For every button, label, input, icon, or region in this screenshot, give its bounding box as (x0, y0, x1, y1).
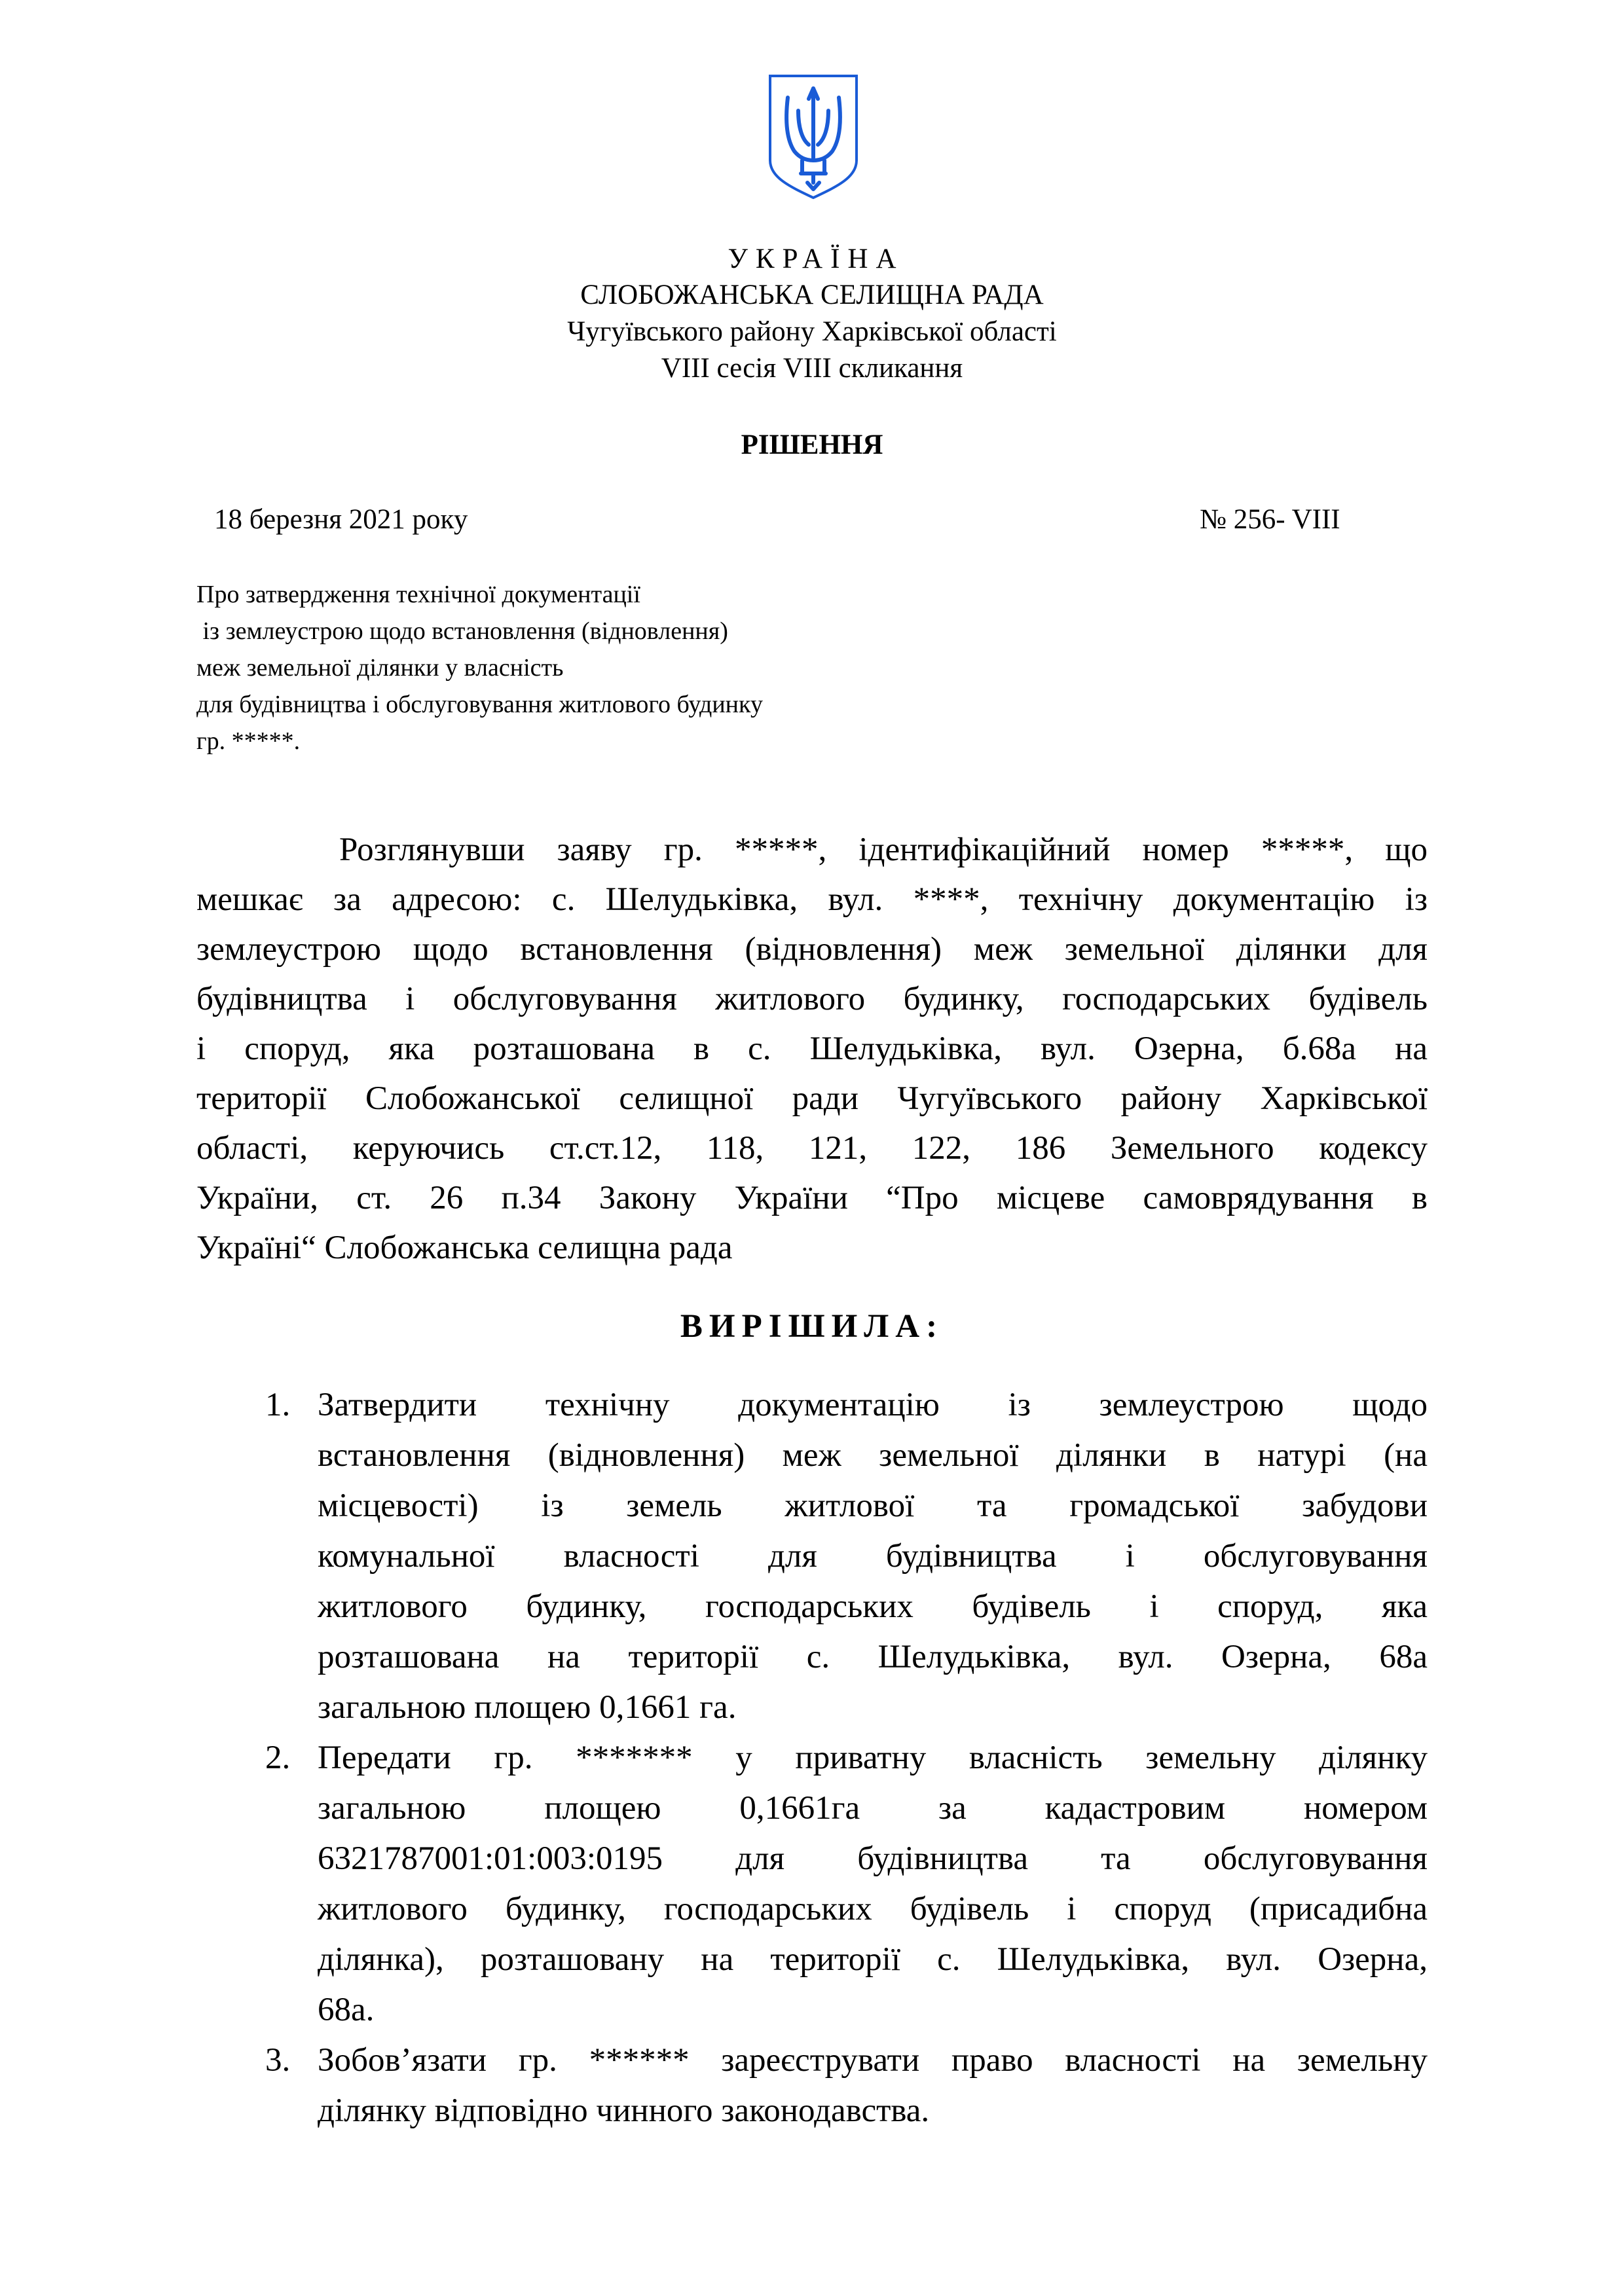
item-line: 6321787001:01:003:0195 для будівництва та обслуговування (318, 1840, 1428, 1877)
subject-line: для будівництва і обслуговування житлового будинку (196, 691, 763, 718)
item-line: 68а. (318, 1992, 375, 2028)
district-heading: Чугуївського району Харківської області (567, 316, 1057, 347)
resolved-heading: ВИРІШИЛА: (680, 1308, 944, 1345)
item-line: ділянка), розташовану на території с. Шелудьківка, вул. Озерна, (318, 1941, 1428, 1978)
item-line: Передати гр. ******* у приватну власність земельну ділянку (318, 1740, 1428, 1776)
preamble-line: Україні“ Слобожанська селищна рада (196, 1230, 733, 1266)
subject-line: меж земельної ділянки у власність (196, 654, 564, 682)
item-line: Зобов’язати гр. ****** зареєструвати право власності на земельну (318, 2042, 1428, 2079)
list-item (265, 2035, 1428, 2136)
item-line: загальною площею 0,1661 га. (318, 1689, 737, 1726)
preamble-line: області, керуючись ст.ст.12, 118, 121, 122, 186 Земельного кодексу (196, 1130, 1428, 1167)
preamble-line: території Слобожанської селищної ради Чугуївського району Харківської (196, 1080, 1428, 1117)
subject-line: із землеустрою щодо встановлення (відновлення) (196, 617, 728, 645)
decision-number: № 256- VIII (1200, 504, 1340, 535)
item-line: загальною площею 0,1661га за кадастровим номером (318, 1790, 1428, 1827)
session-heading: VIII сесія VIII скликання (661, 353, 963, 384)
item-line: житлового будинку, господарських будівель і споруд (присадибна (318, 1891, 1428, 1927)
decision-date: 18 березня 2021 року (214, 504, 468, 535)
decision-subject (196, 576, 763, 759)
item-number: 1. (265, 1387, 291, 1423)
item-number: 2. (265, 1740, 291, 1776)
subject-line: Про затвердження технічної документації (196, 581, 640, 608)
item-line: місцевості) із земель житлової та громадської забудови (318, 1487, 1428, 1524)
preamble-line: мешкає за адресою: с. Шелудьківка, вул. ****, технічну документацію із (196, 881, 1428, 918)
council-heading: СЛОБОЖАНСЬКА СЕЛИЩНА РАДА (580, 280, 1044, 310)
item-line: встановлення (відновлення) меж земельної ділянки в натурі (на (318, 1437, 1428, 1474)
preamble-line: будівництва і обслуговування житлового будинку, господарських будівель (196, 981, 1428, 1017)
item-line: розташована на території с. Шелудьківка, вул. Озерна, 68а (318, 1639, 1428, 1675)
item-line: комунальної власності для будівництва і обслуговування (318, 1538, 1428, 1575)
decision-title: РІШЕННЯ (741, 429, 883, 460)
item-line: житлового будинку, господарських будівель і споруд, яка (318, 1588, 1428, 1625)
item-line: ділянку відповідно чинного законодавства. (318, 2092, 930, 2129)
decision-items-list (265, 1380, 1428, 2136)
list-item (265, 1733, 1428, 2035)
country-heading: УКРАЇНА (728, 244, 904, 274)
preamble-line: землеустрою щодо встановлення (відновлення) меж земельної ділянки для (196, 931, 1428, 968)
item-number: 3. (265, 2042, 291, 2079)
item-line: Затвердити технічну документацію із землеустрою щодо (318, 1387, 1428, 1423)
preamble-line: України, ст. 26 п.34 Закону України “Про місцеве самоврядування в (196, 1180, 1428, 1216)
subject-line: гр. *****. (196, 727, 301, 755)
coat-of-arms-trident-icon (768, 74, 858, 200)
preamble-line: Розглянувши заяву гр. *****, ідентифікаційний номер *****, що (339, 831, 1428, 868)
preamble-paragraph (196, 825, 1428, 1273)
preamble-line: і споруд, яка розташована в с. Шелудьківка, вул. Озерна, б.68а на (196, 1030, 1428, 1067)
list-item (265, 1380, 1428, 1733)
